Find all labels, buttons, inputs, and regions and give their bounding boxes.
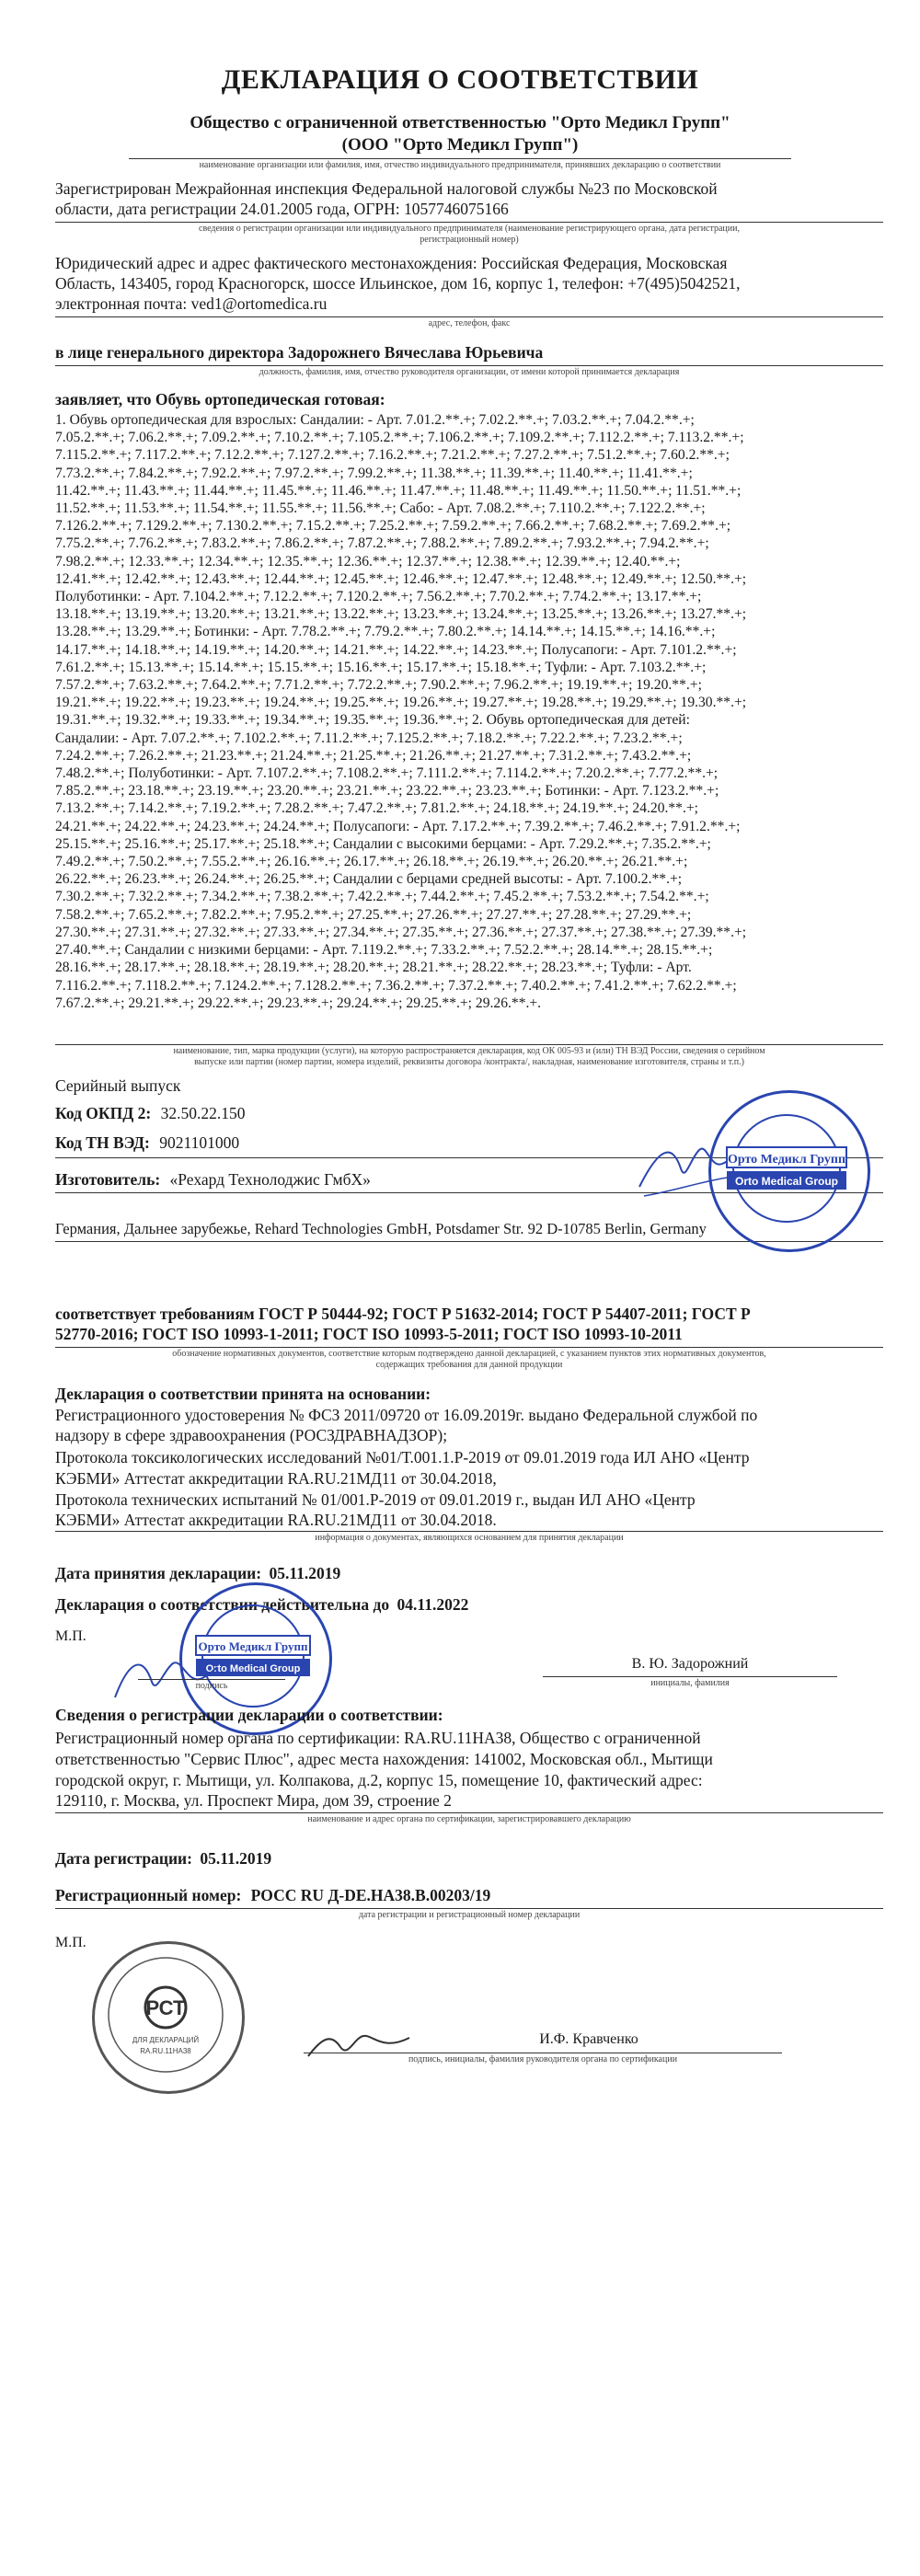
signature-line: [543, 1676, 837, 1677]
registration-number: [55, 1886, 490, 1905]
certification-stamp: [92, 1941, 245, 2094]
registry-line-2: ответственностью "Сервис Плюс", адрес места нахождения: 141002, Московская обл., Мытищи: [55, 1750, 713, 1768]
organization-short-name: (ООО "Орто Медикл Групп"): [341, 135, 579, 155]
caption-registration-1: сведения о регистрации организации или индивидуального предпринимателя (наименование регистрирующего органа, дата регистрации,: [199, 224, 740, 234]
product-line: 27.30.**.+; 27.31.**.+; 27.32.**.+; 27.33.**.+; 27.34.**.+; 27.35.**.+; 27.36.**.+; 27.37.**.+; 27.38.**.+; 27.39.**.+;: [55, 924, 747, 940]
product-line: Полуботинки: - Арт. 7.104.2.**.+; 7.12.2.**.+; 7.120.2.**.+; 7.56.2.**.+; 7.70.2.**.+; 7.74.2.**.+; 13.17.**.+;: [55, 589, 702, 605]
caption-registration-number: дата регистрации и регистрационный номер декларации: [358, 1910, 581, 1920]
product-line: 7.115.2.**.+; 7.117.2.**.+; 7.12.2.**.+; 7.127.2.**.+; 7.16.2.**.+; 7.21.2.**.+; 7.27.2.**.+; 7.51.2.**.+; 7.60.2.**.+;: [55, 447, 730, 464]
caption-product-1: наименование, тип, марка продукции (услуги), на которую распространяется декларация, код ОК 005-93 и (или) ТН ВЭД России, сведения о серийном: [173, 1046, 765, 1056]
product-line: 7.58.2.**.+; 7.65.2.**.+; 7.82.2.**.+; 7.95.2.**.+; 27.25.**.+; 27.26.**.+; 27.27.**.+; 27.28.**.+; 27.29.**.+;: [55, 906, 692, 923]
product-line: 7.30.2.**.+; 7.32.2.**.+; 7.34.2.**.+; 7.38.2.**.+; 7.42.2.**.+; 7.44.2.**.+; 7.45.2.**.+; 7.53.2.**.+; 7.54.2.**.+;: [55, 889, 709, 905]
product-line: 13.18.**.+; 13.19.**.+; 13.20.**.+; 13.21.**.+; 13.22.**.+; 13.23.**.+; 13.24.**.+; 13.25.**.+; 13.26.**.+; 13.27.**.+;: [55, 606, 747, 623]
signature-line: [138, 1679, 285, 1680]
basis-line-1: Регистрационного удостоверения № ФСЗ 2011/09720 от 16.09.2019г. выдано Федеральной службой по: [55, 1406, 758, 1424]
okpd-code: [55, 1104, 245, 1123]
product-line: 7.61.2.**.+; 15.13.**.+; 15.14.**.+; 15.15.**.+; 15.16.**.+; 15.17.**.+; 15.18.**.+; Туфли: - Арт. 7.103.2.**.+;: [55, 659, 707, 675]
product-line: 7.73.2.**.+; 7.84.2.**.+; 7.92.2.**.+; 7.97.2.**.+; 7.99.2.**.+; 11.38.**.+; 11.39.**.+; 11.40.**.+; 11.41.**.+;: [55, 465, 693, 481]
product-line: 13.28.**.+; 13.29.**.+; Ботинки: - Арт. 7.78.2.**.+; 7.79.2.**.+; 7.80.2.**.+; 14.14.**.+; 14.15.**.+; 14.16.**.+;: [55, 624, 716, 640]
caption-basis: информация о документах, являющихся основанием для принятия декларации: [315, 1533, 624, 1543]
organization-name: Общество с ограниченной ответственностью "Орто Медикл Групп": [190, 113, 730, 132]
address-line-3: электронная почта: ved1@ortomedica.ru: [55, 294, 328, 313]
basis-line-2: надзору в сфере здравоохранения (РОСЗДРАВНАДЗОР);: [55, 1426, 448, 1444]
product-line: 7.48.2.**.+; Полуботинки: - Арт. 7.107.2.**.+; 7.108.2.**.+; 7.111.2.**.+; 7.114.2.**.+; 7.20.2.**.+; 7.77.2.**.+;: [55, 765, 719, 782]
accepted-date: [55, 1564, 340, 1583]
product-line: 26.22.**.+; 26.23.**.+; 26.24.**.+; 26.25.**.+; Сандалии с берцами средней высоты: - Арт. 7.100.2.**.+;: [55, 871, 683, 888]
product-line: 7.126.2.**.+; 7.129.2.**.+; 7.130.2.**.+; 7.15.2.**.+; 7.25.2.**.+; 7.59.2.**.+; 7.66.2.**.+; 7.68.2.**.+; 7.69.2.**.+;: [55, 518, 731, 535]
certification-stamp-graphic: [92, 1941, 239, 2088]
divider: [55, 1531, 883, 1532]
address-line-1: Юридический адрес и адрес фактического местонахождения: Российская Федерация, Московская: [55, 254, 728, 272]
serial-production: Серийный выпуск: [55, 1076, 181, 1095]
basis-line-3: Протокола токсикологических исследований №01/Т.001.1.Р-2019 от 09.01.2019 года ИЛ АНО «Центр: [55, 1448, 750, 1466]
stamp-name-ru: Орто Медикл Групп: [727, 1153, 846, 1167]
product-line: Сандалии: - Арт. 7.07.2.**.+; 7.102.2.**.+; 7.11.2.**.+; 7.125.2.**.+; 7.18.2.**.+; 7.22.2.**.+; 7.23.2.**.+;: [55, 730, 683, 746]
caption-registration-2: регистрационный номер): [420, 235, 519, 245]
accepted-date-label: Дата принятия декларации:: [55, 1564, 262, 1582]
registry-line-3: городской округ, г. Мытищи, ул. Колпакова, д.2, корпус 15, помещение 10, фактический адрес:: [55, 1771, 703, 1789]
product-line: 7.116.2.**.+; 7.118.2.**.+; 7.124.2.**.+; 7.128.2.**.+; 7.36.2.**.+; 7.37.2.**.+; 7.40.2.**.+; 7.41.2.**.+; 7.62.2.**.+;: [55, 977, 737, 994]
manufacturer-address: Германия, Дальнее зарубежье, Rehard Technologies GmbH, Potsdamer Str. 92 D-10785 Berlin, Germany: [55, 1220, 707, 1237]
caption-product-2: выпуске или партии (номер партии, номера изделий, реквизиты договора /контракта/, накладная, наименование изготовителя, страны и т.п.): [194, 1057, 744, 1067]
registration-line-1: Зарегистрирован Межрайонная инспекция Федеральной налоговой службы №23 по Московской: [55, 179, 718, 198]
okpd-value: 32.50.22.150: [160, 1104, 246, 1122]
divider: [55, 1044, 883, 1045]
company-stamp-graphic: [708, 1090, 865, 1247]
product-line: 14.17.**.+; 14.18.**.+; 14.19.**.+; 14.20.**.+; 14.21.**.+; 14.22.**.+; 14.23.**.+; Полусапоги: - Арт. 7.101.2.**.+;: [55, 641, 737, 658]
stamp-name-en: Orto Medical Group: [205, 1663, 301, 1674]
conformity-line-1: соответствует требованиям ГОСТ Р 50444-92; ГОСТ Р 51632-2014; ГОСТ Р 54407-2011; ГОСТ Р: [55, 1305, 751, 1323]
product-line: 11.52.**.+; 11.53.**.+; 11.54.**.+; 11.55.**.+; 11.56.**.+; Сабо: - Арт. 7.08.2.**.+; 7.110.2.**.+; 7.122.2.**.+;: [55, 500, 706, 517]
product-line: 27.40.**.+; Сандалии с низкими берцами: - Арт. 7.119.2.**.+; 7.33.2.**.+; 7.52.2.**.+; 28.14.**.+; 28.15.**.+;: [55, 942, 713, 959]
address-line-2: Область, 143405, город Красногорск, шоссе Ильинское, дом 16, корпус 1, телефон: +7(495)5042521,: [55, 274, 741, 293]
stamp-place: М.П.: [55, 1628, 86, 1644]
registration-line-2: области, дата регистрации 24.01.2005 года, ОГРН: 1057746075166: [55, 200, 509, 218]
divider: [55, 365, 883, 366]
divider: [129, 158, 791, 159]
basis-line-4: КЭБМИ» Аттестат аккредитации RA.RU.21МД11 от 30.04.2018,: [55, 1469, 497, 1488]
stamp-name-en: Orto Medical Group: [734, 1175, 839, 1188]
product-line: 12.41.**.+; 12.42.**.+; 12.43.**.+; 12.44.**.+; 12.45.**.+; 12.46.**.+; 12.47.**.+; 12.48.**.+; 12.49.**.+; 12.50.**.+;: [55, 570, 747, 587]
divider: [55, 222, 883, 223]
manufacturer-label: Изготовитель:: [55, 1170, 161, 1189]
stamp-place: М.П.: [55, 1935, 86, 1950]
stamp-code: RA.RU.11НА38: [140, 2047, 191, 2055]
divider: [55, 1908, 883, 1909]
basis-line-5: Протокола технических испытаний № 01/001.Р-2019 от 09.01.2019 г., выдан ИЛ АНО «Центр: [55, 1490, 696, 1509]
product-line: 19.31.**.+; 19.32.**.+; 19.33.**.+; 19.34.**.+; 19.35.**.+; 19.36.**.+; 2. Обувь ортопедическая для детей:: [55, 712, 690, 729]
product-line: 7.13.2.**.+; 7.14.2.**.+; 7.19.2.**.+; 7.28.2.**.+; 7.47.2.**.+; 7.81.2.**.+; 24.18.**.+; 24.19.**.+; 24.20.**.+;: [55, 800, 699, 817]
caption-signer: инициалы, фамилия: [650, 1678, 730, 1688]
product-line: 28.16.**.+; 28.17.**.+; 28.18.**.+; 28.19.**.+; 28.20.**.+; 28.21.**.+; 28.22.**.+; 28.23.**.+; Туфли: - Арт.: [55, 960, 692, 976]
declarant-name: В. Ю. Задорожний: [631, 1656, 749, 1672]
director-line: в лице генерального директора Задорожнего Вячеслава Юрьевича: [55, 343, 544, 362]
conformity-line-2: 52770-2016; ГОСТ ISO 10993-1-2011; ГОСТ ISO 10993-5-2011; ГОСТ ISO 10993-10-2011: [55, 1325, 683, 1343]
product-line: 7.24.2.**.+; 7.26.2.**.+; 21.23.**.+; 21.24.**.+; 21.25.**.+; 21.26.**.+; 21.27.**.+; 7.31.2.**.+; 7.43.2.**.+;: [55, 747, 692, 764]
registry-line-1: Регистрационный номер органа по сертификации: RA.RU.11НА38, Общество с ограниченной: [55, 1729, 701, 1747]
valid-until-value: 04.11.2022: [397, 1595, 469, 1614]
tnved-code: [55, 1133, 239, 1153]
product-line: 7.85.2.**.+; 23.18.**.+; 23.19.**.+; 23.20.**.+; 23.21.**.+; 23.22.**.+; 23.23.**.+; Ботинки: - Арт. 7.123.2.**.+;: [55, 783, 719, 799]
product-line: 7.05.2.**.+; 7.06.2.**.+; 7.09.2.**.+; 7.10.2.**.+; 7.105.2.**.+; 7.106.2.**.+; 7.109.2.**.+; 7.112.2.**.+; 7.113.2.**.+;: [55, 430, 744, 446]
caption-conformity-2: содержащих требования для данной продукции: [375, 1360, 563, 1370]
product-line: 7.75.2.**.+; 7.76.2.**.+; 7.83.2.**.+; 7.86.2.**.+; 7.87.2.**.+; 7.88.2.**.+; 7.89.2.**.+; 7.93.2.**.+; 7.94.2.**.+;: [55, 535, 709, 552]
certification-head-name: И.Ф. Кравченко: [539, 2031, 638, 2047]
company-stamp: [708, 1090, 870, 1252]
caption-signature: подпись: [195, 1681, 228, 1691]
caption-conformity-1: обозначение нормативных документов, соответствие которым подтверждено данной декларацией, с указанием пунктов этих нормативных документов,: [172, 1349, 766, 1359]
caption-certification-head: подпись, инициалы, фамилия руководителя органа по сертификации: [408, 2054, 678, 2064]
product-line: 7.57.2.**.+; 7.63.2.**.+; 7.64.2.**.+; 7.71.2.**.+; 7.72.2.**.+; 7.90.2.**.+; 7.96.2.**.+; 19.19.**.+; 19.20.**.+;: [55, 677, 702, 694]
registry-line-4: 129110, г. Москва, ул. Проспект Мира, дом 39, строение 2: [55, 1791, 452, 1810]
divider: [55, 1347, 883, 1348]
manufacturer: [55, 1170, 371, 1190]
stamp-center-text: ДЛЯ ДЕКЛАРАЦИЙ: [132, 2036, 200, 2044]
product-line: 24.21.**.+; 24.22.**.+; 24.23.**.+; 24.24.**.+; Полусапоги: - Арт. 7.17.2.**.+; 7.39.2.**.+; 7.46.2.**.+; 7.91.2.**.+;: [55, 818, 741, 834]
product-line: 1. Обувь ортопедическая для взрослых: Сандалии: - Арт. 7.01.2.**.+; 7.02.2.**.+; 7.03.2.**.+; 7.04.2.**.+;: [55, 412, 695, 428]
caption-organization: наименование организации или фамилия, имя, отчество индивидуального предпринимателя, принявших декларацию о соответствии: [199, 160, 721, 170]
product-line: 7.49.2.**.+; 7.50.2.**.+; 7.55.2.**.+; 26.16.**.+; 26.17.**.+; 26.18.**.+; 26.19.**.+; 26.20.**.+; 26.21.**.+;: [55, 854, 688, 870]
divider: [55, 1812, 883, 1813]
page-title: ДЕКЛАРАЦИЯ О СООТВЕТСТВИИ: [221, 64, 699, 95]
valid-until-label: Декларация о соответствии действительна до: [55, 1595, 390, 1614]
divider: [55, 316, 883, 317]
tnved-value: 9021101000: [159, 1133, 240, 1152]
accepted-date-value: 05.11.2019: [269, 1564, 341, 1582]
okpd-label: Код ОКПД 2:: [55, 1104, 152, 1122]
registration-number-label: Регистрационный номер:: [55, 1886, 242, 1904]
registration-date-label: Дата регистрации:: [55, 1849, 192, 1868]
registration-number-value: РОСС RU Д-DE.НА38.В.00203/19: [250, 1886, 491, 1904]
product-line: 7.98.2.**.+; 12.33.**.+; 12.34.**.+; 12.35.**.+; 12.36.**.+; 12.37.**.+; 12.38.**.+; 12.39.**.+; 12.40.**.+;: [55, 553, 681, 569]
caption-address: адрес, телефон, факс: [428, 318, 511, 328]
caption-registry: наименование и адрес органа по сертификации, зарегистрировавшего декларацию: [307, 1814, 631, 1824]
registration-date: [55, 1849, 271, 1869]
product-line: 7.67.2.**.+; 29.21.**.+; 29.22.**.+; 29.23.**.+; 29.24.**.+; 29.25.**.+; 29.26.**.+.: [55, 995, 542, 1011]
basis-heading: Декларация о соответствии принята на основании:: [55, 1385, 431, 1403]
tnved-label: Код ТН ВЭД:: [55, 1133, 150, 1152]
product-line: 25.15.**.+; 25.16.**.+; 25.17.**.+; 25.18.**.+; Сандалии с высокими берцами: - Арт. 7.29.2.**.+; 7.35.2.**.+;: [55, 835, 711, 852]
caption-director: должность, фамилия, имя, отчество руководителя организации, от имени которой принимается декларация: [259, 367, 680, 377]
manufacturer-value: «Рехард Технолоджис ГмбХ»: [169, 1170, 371, 1189]
product-line: 11.42.**.+; 11.43.**.+; 11.44.**.+; 11.45.**.+; 11.46.**.+; 11.47.**.+; 11.48.**.+; 11.49.**.+; 11.50.**.+; 11.51.**.+;: [55, 482, 742, 499]
declares-heading: заявляет, что Обувь ортопедическая готовая:: [55, 390, 385, 408]
basis-line-6: КЭБМИ» Аттестат аккредитации RA.RU.21МД11 от 30.04.2018.: [55, 1511, 497, 1529]
stamp-name-ru: Орто Медикл Групп: [198, 1639, 308, 1653]
registry-heading: Сведения о регистрации декларации о соответствии:: [55, 1706, 443, 1724]
svg-text:РСТ: РСТ: [145, 1996, 186, 2019]
registration-date-value: 05.11.2019: [200, 1849, 272, 1868]
product-list: [55, 411, 888, 1012]
product-line: 19.21.**.+; 19.22.**.+; 19.23.**.+; 19.24.**.+; 19.25.**.+; 19.26.**.+; 19.27.**.+; 19.28.**.+; 19.29.**.+; 19.30.**.+;: [55, 695, 747, 711]
